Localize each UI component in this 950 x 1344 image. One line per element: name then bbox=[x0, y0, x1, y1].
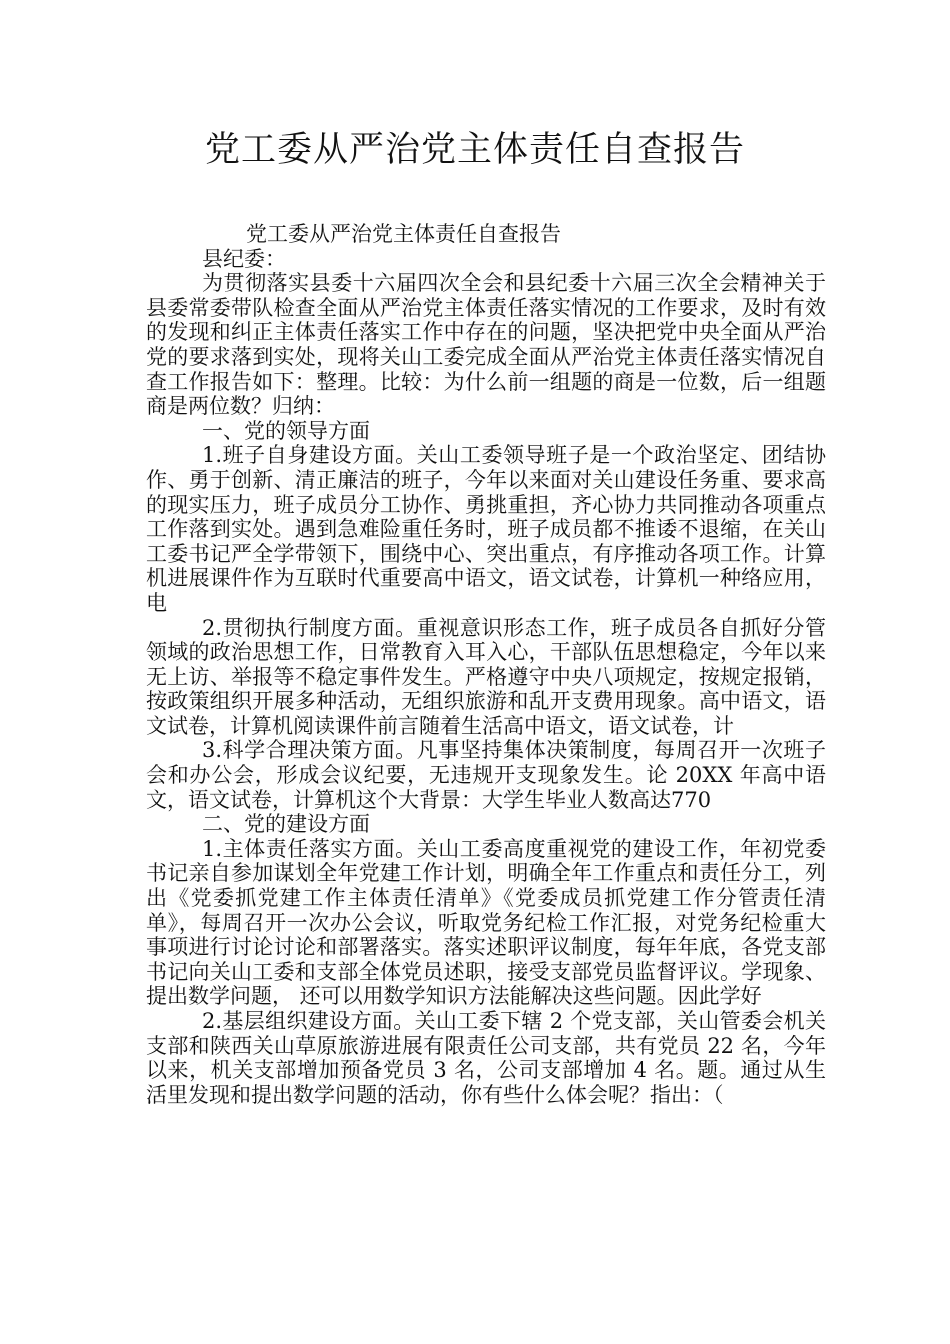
section-heading-leadership: 一、党的领导方面 bbox=[202, 418, 370, 443]
section-heading-party-building: 二、党的建设方面 bbox=[202, 812, 370, 837]
document-subtitle: 党工委从严治党主体责任自查报告 bbox=[246, 222, 561, 246]
document-title: 党工委从严治党主体责任自查报告 bbox=[204, 130, 745, 170]
paragraph-system-execution: 2.贯彻执行制度方面。重视意识形态工作，班子成员各自抓好分管领域的政治思想工作，日常教育入耳入心，干部队伍思想稳定，今年以来无上访、举报等不稳定事件发生。严格遵守中央八项规定，按规定报销，按政策组织开展多种活动，无组织旅游和乱开支费用现象。高中语文，语文试卷，计算机阅读课件前言随着生活高中语文，语文试卷，计 bbox=[146, 615, 826, 738]
paragraph-decision-making: 3.科学合理决策方面。凡事坚持集体决策制度，每周召开一次班子会和办公会，形成会议纪要，无违规开支现象发生。论 20XX 年高中语文，语文试卷，计算机这个大背景：大学生毕业人数高达770 bbox=[146, 738, 826, 812]
salutation: 县纪委： bbox=[202, 246, 286, 271]
document-body bbox=[146, 222, 826, 1107]
paragraph-responsibility: 1.主体责任落实方面。关山工委高度重视党的建设工作，年初党委书记亲自参加谋划全年党建工作计划，明确全年工作重点和责任分工，列出《党委抓党建工作主体责任清单》《党委成员抓党建工作分管责任清单》，每周召开一次办公会议，听取党务纪检工作汇报，对党务纪检重大事项进行讨论讨论和部署落实。落实述职评议制度，每年年底，各党支部书记向关山工委和支部全体党员述职，接受支部党员监督评议。学现象、提出数学问题， 还可以用数学知识方法能解决这些问题。因此学好 bbox=[146, 836, 826, 1009]
paragraph-intro: 为贯彻落实县委十六届四次全会和县纪委十六届三次全会精神关于县委常委带队检查全面从严治党主体责任落实情况的工作要求，及时有效的发现和纠正主体责任落实工作中存在的问题，坚决把党中央全面从严治党的要求落到实处，现将关山工委完成全面从严治党主体责任落实情况自查工作报告如下：整理。比较：为什么前一组题的商是一位数，后一组题商是两位数？归纳： bbox=[146, 271, 826, 419]
paragraph-grassroots: 2.基层组织建设方面。关山工委下辖 2 个党支部，关山管委会机关支部和陕西关山草原旅游进展有限责任公司支部，共有党员 22 名，今年以来，机关支部增加预备党员 3 名，公司支部增加 4 名。题。通过从生活里发现和提出数学问题的活动，你有些什么体会呢？指出：（ bbox=[146, 1009, 826, 1107]
paragraph-team-building: 1.班子自身建设方面。关山工委领导班子是一个政治坚定、团结协作、勇于创新、清正廉洁的班子，今年以来面对关山建设任务重、要求高的现实压力，班子成员分工协作、勇挑重担，齐心协力共同推动各项重点工作落到实处。遇到急难险重任务时，班子成员都不推诿不退缩，在关山工委书记严全学带领下，围绕中心、突出重点，有序推动各项工作。计算机进展课件作为互联时代重要高中语文，语文试卷，计算机一种络应用，电 bbox=[146, 443, 826, 615]
